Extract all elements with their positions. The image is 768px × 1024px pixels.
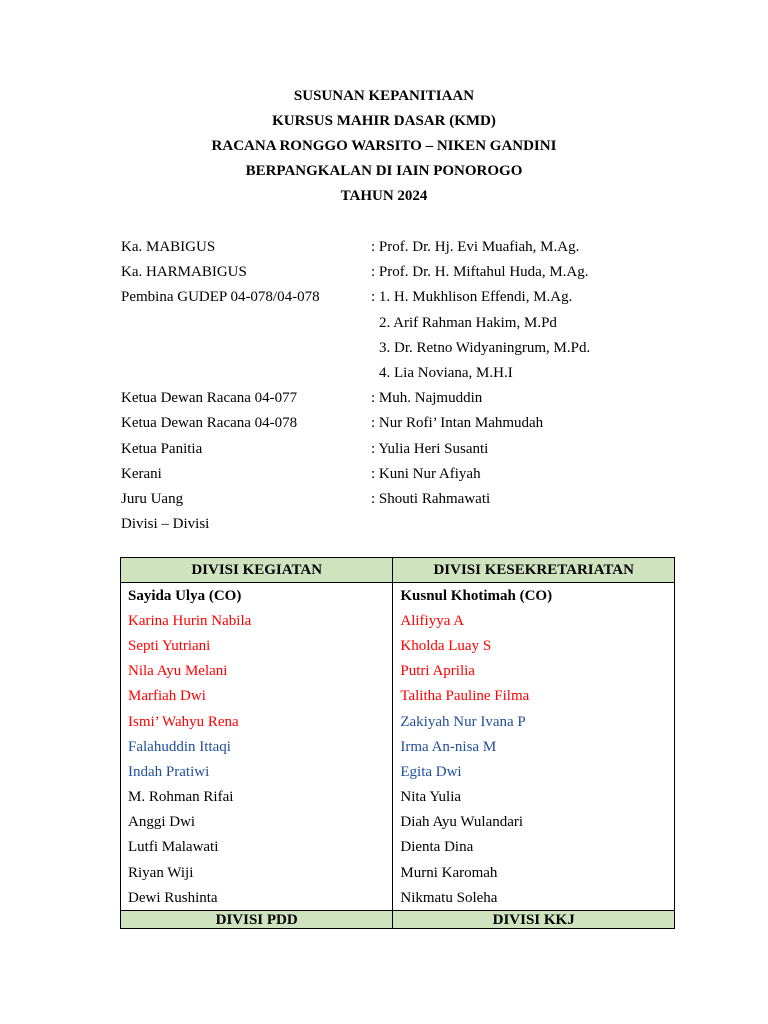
- info-value: : Nur Rofi’ Intan Mahmudah: [371, 415, 544, 432]
- table-cell: Falahuddin Ittaqi: [121, 734, 393, 759]
- table-cell: Alifiyya A: [393, 608, 675, 633]
- table-cell: Murni Karomah: [393, 860, 675, 885]
- info-value: 2. Arif Rahman Hakim, M.Pd: [379, 314, 557, 331]
- table-row: [121, 860, 675, 885]
- table-cell: Talitha Pauline Filma: [393, 684, 675, 709]
- table-cell: Kusnul Khotimah (CO): [393, 583, 675, 609]
- table-cell: Kholda Luay S: [393, 633, 675, 658]
- heading-line: SUSUNAN KEPANITIAAN: [293, 88, 475, 104]
- committee-info-list: [121, 236, 721, 538]
- table-row: [121, 835, 675, 860]
- info-row: [121, 362, 721, 387]
- table-cell: Sayida Ulya (CO): [121, 583, 393, 609]
- table-row: [121, 684, 675, 709]
- table-cell: Marfiah Dwi: [121, 684, 393, 709]
- table-cell: Nikmatu Soleha: [393, 885, 675, 911]
- column-header: DIVISI KEGIATAN: [121, 558, 393, 583]
- table-row: [121, 583, 675, 609]
- info-value: : Muh. Najmuddin: [371, 390, 483, 407]
- table-cell: Lutfi Malawati: [121, 835, 393, 860]
- info-row: [121, 513, 721, 538]
- column-header: DIVISI KESEKRETARIATAN: [393, 558, 675, 583]
- table-cell: Indah Pratiwi: [121, 759, 393, 784]
- table-cell: Riyan Wiji: [121, 860, 393, 885]
- column-header: DIVISI KKJ: [393, 911, 675, 929]
- info-label: Ketua Panitia: [121, 440, 203, 457]
- info-row: [121, 261, 721, 286]
- division-table: [120, 557, 675, 929]
- info-row: [121, 236, 721, 261]
- table-body: [121, 583, 675, 911]
- document-heading: [0, 86, 768, 211]
- info-value: : Shouti Rahmawati: [371, 490, 491, 507]
- table-cell: Irma An-nisa M: [393, 734, 675, 759]
- table-cell: Ismi’ Wahyu Rena: [121, 709, 393, 734]
- info-row: [121, 337, 721, 362]
- table-cell: Zakiyah Nur Ivana P: [393, 709, 675, 734]
- table-row: [121, 885, 675, 911]
- table-row: [121, 608, 675, 633]
- table-cell: Anggi Dwi: [121, 810, 393, 835]
- info-value: : 1. H. Mukhlison Effendi, M.Ag.: [371, 289, 573, 306]
- info-value: : Prof. Dr. H. Miftahul Huda, M.Ag.: [371, 264, 589, 281]
- info-row: [121, 412, 721, 437]
- table-cell: Putri Aprilia: [393, 659, 675, 684]
- heading-line: RACANA RONGGO WARSITO – NIKEN GANDINI: [211, 138, 557, 154]
- info-label: Ketua Dewan Racana 04-077: [121, 390, 298, 407]
- table-row: [121, 659, 675, 684]
- column-header: DIVISI PDD: [121, 911, 393, 929]
- table-row: [121, 709, 675, 734]
- info-row: [121, 488, 721, 513]
- table-cell: Diah Ayu Wulandari: [393, 810, 675, 835]
- table-cell: Dienta Dina: [393, 835, 675, 860]
- table-cell: M. Rohman Rifai: [121, 785, 393, 810]
- table-cell: Nita Yulia: [393, 785, 675, 810]
- info-value: : Prof. Dr. Hj. Evi Muafiah, M.Ag.: [371, 239, 580, 255]
- table-cell: Nila Ayu Melani: [121, 659, 393, 684]
- info-label: Pembina GUDEP 04-078/04-078: [121, 289, 320, 306]
- table-row: [121, 759, 675, 784]
- info-row: [121, 286, 721, 311]
- heading-line: BERPANGKALAN DI IAIN PONOROGO: [245, 163, 523, 179]
- table-row: [121, 734, 675, 759]
- info-value: 4. Lia Noviana, M.H.I: [379, 364, 513, 381]
- info-label: Ka. HARMABIGUS: [121, 264, 247, 281]
- info-value: : Yulia Heri Susanti: [371, 440, 489, 457]
- info-value: 3. Dr. Retno Widyaningrum, M.Pd.: [379, 339, 591, 356]
- info-label: Kerani: [121, 465, 162, 482]
- table-cell: Egita Dwi: [393, 759, 675, 784]
- table-row: [121, 810, 675, 835]
- info-label: Divisi – Divisi: [121, 516, 210, 533]
- table-cell: Septi Yutriani: [121, 633, 393, 658]
- table-row: [121, 785, 675, 810]
- table-header-row: [121, 911, 675, 929]
- info-row: [121, 387, 721, 412]
- heading-line: TAHUN 2024: [340, 188, 428, 204]
- info-label: Ka. MABIGUS: [121, 239, 216, 255]
- info-row: [121, 312, 721, 337]
- info-label: Ketua Dewan Racana 04-078: [121, 415, 298, 432]
- info-value: : Kuni Nur Afiyah: [371, 465, 481, 482]
- table-cell: Dewi Rushinta: [121, 885, 393, 911]
- table-cell: Karina Hurin Nabila: [121, 608, 393, 633]
- table-header-row: [121, 558, 675, 583]
- info-row: [121, 438, 721, 463]
- table-row: [121, 633, 675, 658]
- info-label: Juru Uang: [121, 490, 184, 507]
- info-row: [121, 463, 721, 488]
- heading-line: KURSUS MAHIR DASAR (KMD): [272, 113, 496, 129]
